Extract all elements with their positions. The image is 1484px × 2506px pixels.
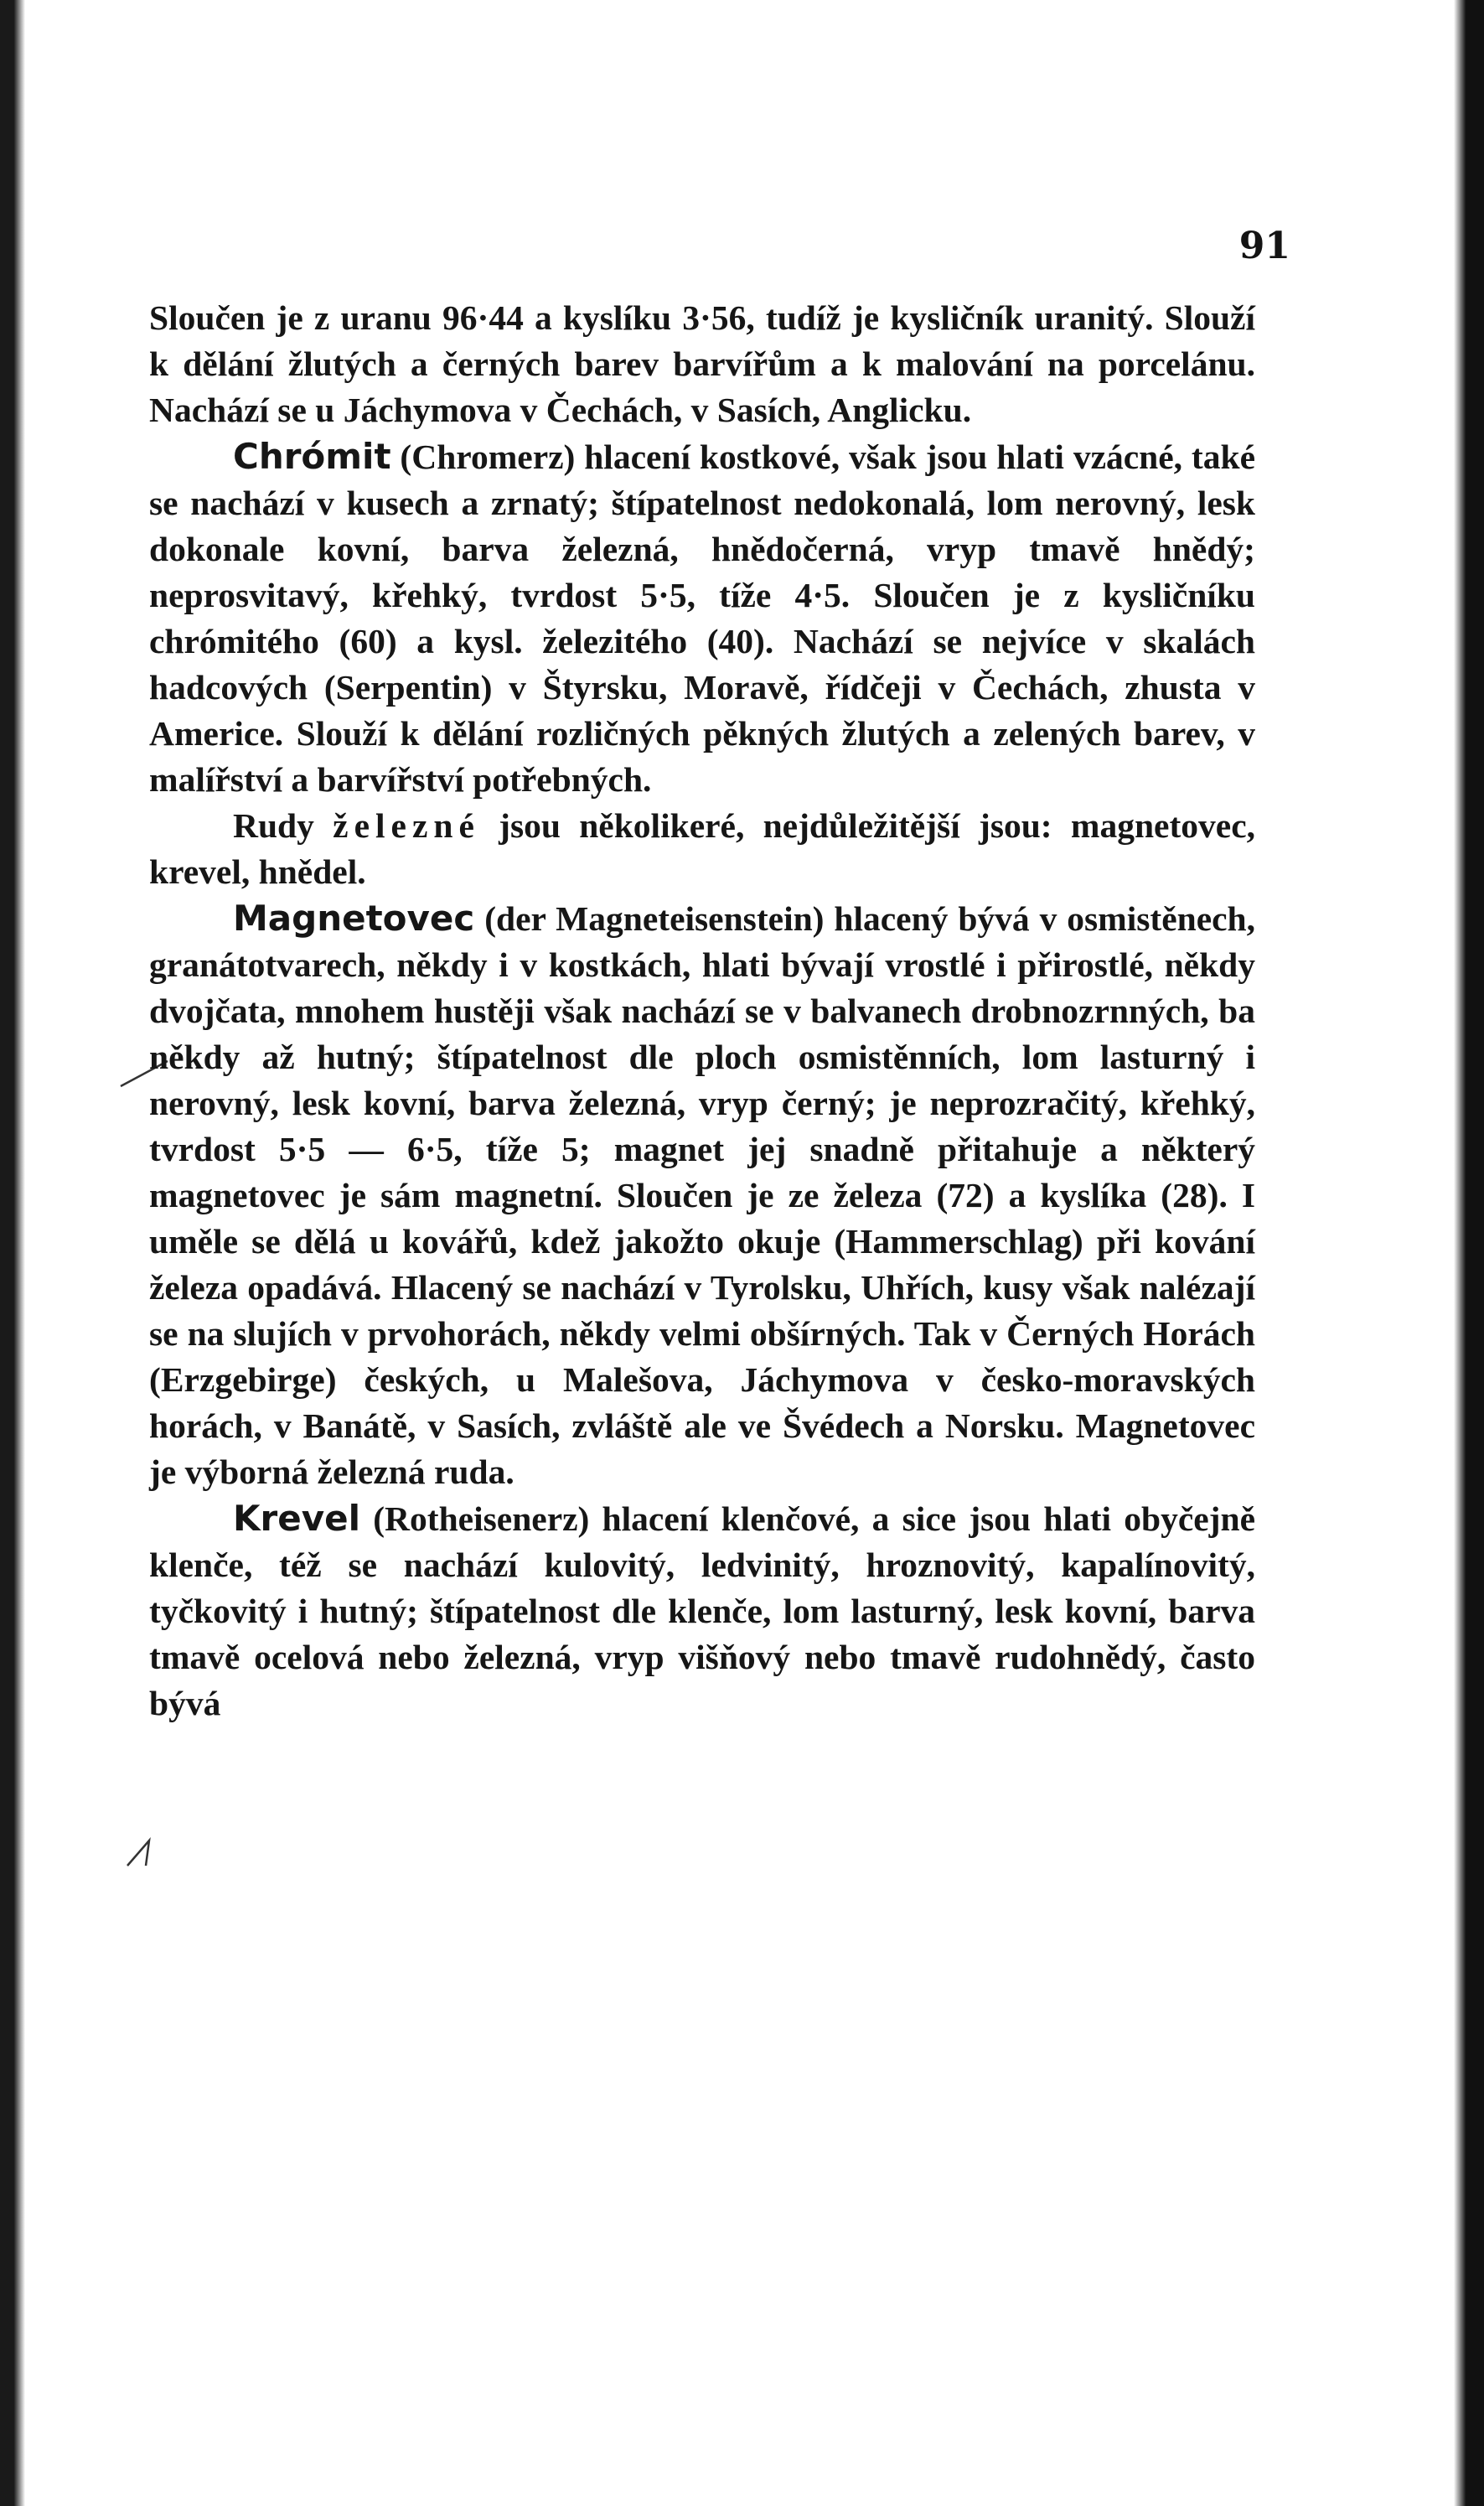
pencil-mark-icon-2 bbox=[124, 1835, 174, 1869]
paragraph-hematite-text: (Rotheisenerz) hlacení klenčové, a sice jsou hlati obyčejně klenče, též se nachází kulovitý, ledvinitý, hroznovitý, kapalínovitý, tyčkovitý i hutný; štípatelnost dle klenče, lom lasturný, lesk kovní, barva tmavě ocelová nebo železná, vryp višňový nebo tmavě rudohnědý, často bývá bbox=[149, 1499, 1255, 1722]
paragraph-uranium bbox=[149, 295, 1255, 433]
paragraph-iron-ores-text: jsou několikeré, nejdůležitější jsou: magnetovec, krevel, hnědel. bbox=[149, 806, 1255, 891]
spaced-word: železné bbox=[333, 806, 480, 845]
right-page-edge-shadow bbox=[1454, 0, 1484, 2506]
term-magnetite: Magnetovec bbox=[233, 898, 475, 939]
body-text bbox=[149, 295, 1255, 1727]
paragraph-magnetite bbox=[149, 895, 1255, 1495]
term-chromite: Chrómit bbox=[233, 436, 391, 477]
page-number: 91 bbox=[1238, 225, 1290, 267]
paragraph-hematite bbox=[149, 1495, 1255, 1727]
left-binding-shadow bbox=[0, 0, 25, 2506]
paragraph-chromite-text: (Chromerz) hlacení kostkové, však jsou hlati vzácné, také se nachází v kusech a zrnatý; štípatelnost nedokonalá, lom nerovný, lesk dokonale kovní, barva železná, hnědočerná, vryp tmavě hnědý; neprosvitavý, křehký, tvrdost 5·5, tíže 4·5. Sloučen je z kysličníku chrómitého (60) a kysl. železitého (40). Nachází se nejvíce v skalách hadcových (Serpentin) v Štyrsku, Moravě, řídčeji v Čechách, zhusta v Americe. Slouží k dělání rozličných pěkných žlutých a zelených barev, v malířství a barvířství potřebných. bbox=[149, 438, 1255, 799]
paragraph-iron-ores bbox=[149, 803, 1255, 895]
term-hematite: Krevel bbox=[233, 1498, 361, 1539]
paragraph-chromite bbox=[149, 433, 1255, 803]
paragraph-magnetite-text: (der Magneteisenstein) hlacený bývá v osmistěnech, granátotvarech, někdy i v kostkách, hlati bývají vrostlé i přirostlé, někdy dvojčata, mnohem hustěji však nachází se v balvanech drobnozrnných, ba někdy až hutný; štípatelnost dle ploch osmistěnních, lom lasturný i nerovný, lesk kovní, barva železná, vryp černý; je neprozračitý, křehký, tvrdost 5·5 — 6·5, tíže 5; magnet jej snadně přitahuje a některý magnetovec je sám magnetní. Sloučen je ze železa (72) a kyslíka (28). I uměle se dělá u kovářů, kdež jakožto okuje (Hammerschlag) při kování železa opadává. Hlacený se nachází v Tyrolsku, Uhřích, kusy však nalézají se na slujích v prvohorách, někdy velmi obšírných. Tak v Černých Horách (Erzgebirge) českých, u Malešova, Jáchymova v česko-moravských horách, v Banátě, v Sasích, zvláště ale ve Švédech a Norsku. Magnetovec je výborná železná ruda. bbox=[149, 899, 1255, 1491]
paragraph-iron-ores-lead: Rudy bbox=[233, 806, 334, 845]
paragraph-uranium-text: Sloučen je z uranu 96·44 a kyslíku 3·56, tudíž je kysličník uranitý. Slouží k dělání žlutých a černých barev barvířům a k malování na porcelánu. Nachází se u Jáchymova v Čechách, v Sasích, Anglicku. bbox=[149, 298, 1255, 429]
